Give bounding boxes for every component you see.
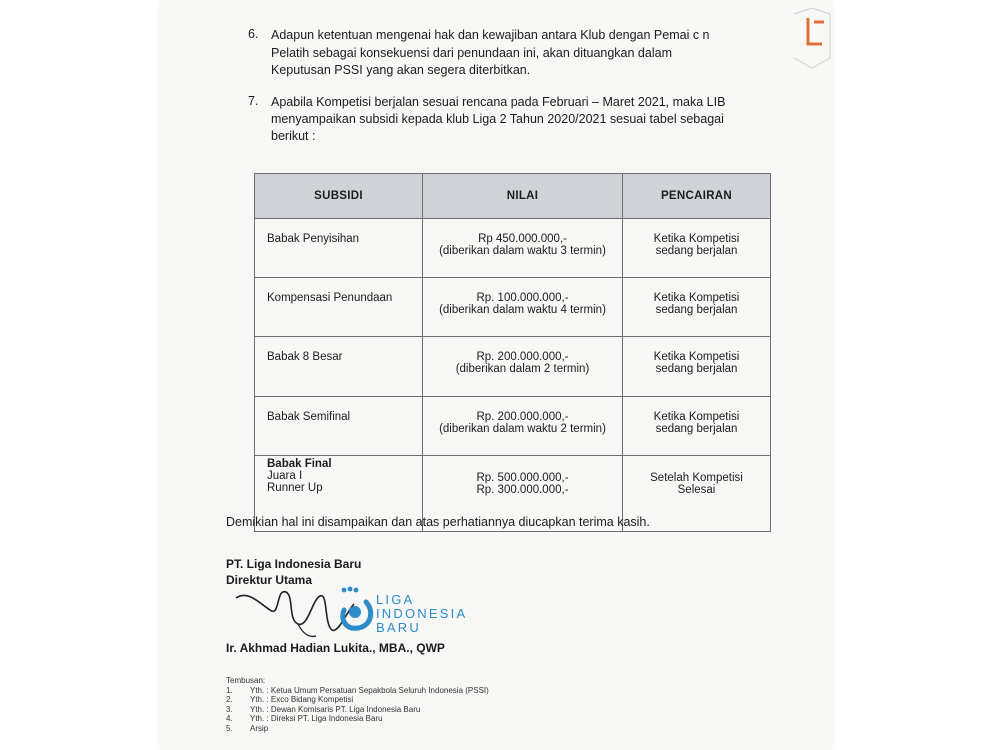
cell-subsidi: Babak Penyisihan	[255, 219, 423, 278]
logo-line: INDONESIA	[376, 606, 468, 621]
table-header-row	[255, 174, 771, 219]
list-item: 5. Arsip	[226, 723, 269, 733]
header-pencairan: PENCAIRAN	[623, 174, 771, 219]
paragraph-line: Keputusan PSSI yang akan segera diterbitkan.	[271, 63, 531, 77]
nilai-amount: Rp. 200.000.000,-	[476, 411, 569, 423]
cell-nilai	[423, 397, 623, 456]
paragraph-line: Adapun ketentuan mengenai hak dan kewajiban antara Klub dengan Pemai c n	[271, 28, 710, 42]
nilai-note: (diberikan dalam waktu 2 termin)	[439, 423, 606, 435]
item-number: 6.	[248, 27, 259, 41]
pencairan-line: Setelah Kompetisi	[650, 472, 743, 484]
list-item: 3. Yth. : Dewan Komisaris PT. Liga Indonesia Baru	[226, 704, 421, 714]
list-item: 4. Yth. : Direksi PT. Liga Indonesia Baru	[226, 714, 383, 724]
paragraph-line: Apabila Kompetisi berjalan sesuai rencana pada Februari – Maret 2021, maka LIB	[271, 95, 726, 109]
subsidy-table	[254, 173, 771, 532]
nilai-amount: Rp 450.000.000,-	[478, 233, 567, 245]
cell-subsidi: Babak Semifinal	[255, 397, 423, 456]
logo-wordmark	[376, 593, 467, 635]
paragraph-line: menyampaikan subsidi kepada klub Liga 2 Tahun 2020/2021 sesuai tabel sebagai	[271, 112, 724, 126]
pencairan-line: Ketika Kompetisi	[653, 411, 740, 423]
nilai-juara: Rp. 500.000.000,-	[476, 472, 569, 484]
header-subsidi: SUBSIDI	[255, 174, 423, 219]
pencairan-line: Ketika Kompetisi	[653, 233, 740, 245]
final-runner-label: Runner Up	[267, 482, 323, 494]
cell-pencairan	[623, 337, 771, 397]
pencairan-line: Ketika Kompetisi	[653, 292, 740, 304]
signature-position: Direktur Utama	[226, 573, 313, 587]
cell-subsidi: Kompensasi Penundaan	[255, 278, 423, 337]
paragraph-line: berikut :	[271, 129, 316, 143]
cell-nilai	[423, 278, 623, 337]
liga-indonesia-baru-logo	[338, 586, 378, 632]
table-row	[255, 278, 771, 337]
pencairan-line: Ketika Kompetisi	[653, 351, 740, 363]
header-nilai: NILAI	[423, 174, 623, 219]
nilai-amount: Rp. 100.000.000,-	[476, 292, 569, 304]
nilai-amount: Rp. 200.000.000,-	[476, 351, 569, 363]
cell-nilai	[423, 337, 623, 397]
signature-company: PT. Liga Indonesia Baru	[226, 557, 362, 571]
signature-name: Ir. Akhmad Hadian Lukita., MBA., QWP	[226, 641, 445, 655]
list-item: 2. Yth. : Exco Bidang Kompetisi	[226, 695, 354, 705]
nilai-note: (diberikan dalam waktu 3 termin)	[439, 245, 606, 257]
cell-pencairan	[623, 219, 771, 278]
table-row	[255, 219, 771, 278]
final-juara-label: Juara I	[267, 470, 303, 482]
letterhead-logo-fragment	[792, 8, 832, 70]
tembusan-list	[226, 676, 489, 734]
pencairan-line: Selesai	[677, 484, 716, 496]
logo-line: LIGA	[376, 592, 415, 607]
table-row	[255, 397, 771, 456]
pencairan-line: sedang berjalan	[655, 245, 738, 257]
pencairan-line: sedang berjalan	[655, 423, 738, 435]
table-row	[255, 337, 771, 397]
list-item: 1. Yth. : Ketua Umum Persatuan Sepakbola Seluruh Indonesia (PSSI)	[226, 685, 489, 695]
nilai-note: (diberikan dalam 2 termin)	[455, 363, 590, 375]
closing-text: Demikian hal ini disampaikan dan atas perhatiannya diucapkan terima kasih.	[226, 515, 650, 529]
tembusan-title: Tembusan:	[226, 676, 266, 685]
logo-line: BARU	[376, 620, 421, 635]
item-number: 7.	[248, 94, 259, 108]
paragraph-line: Pelatih sebagai konsekuensi dari penundaan ini, akan dituangkan dalam	[271, 46, 672, 60]
pencairan-line: sedang berjalan	[655, 304, 738, 316]
nilai-runner: Rp. 300.000.000,-	[476, 484, 569, 496]
cell-subsidi: Babak 8 Besar	[255, 337, 423, 397]
cell-nilai	[423, 219, 623, 278]
cell-pencairan	[623, 278, 771, 337]
cell-pencairan	[623, 397, 771, 456]
nilai-note: (diberikan dalam waktu 4 termin)	[439, 304, 606, 316]
pencairan-line: sedang berjalan	[655, 363, 738, 375]
final-title: Babak Final	[267, 458, 332, 470]
